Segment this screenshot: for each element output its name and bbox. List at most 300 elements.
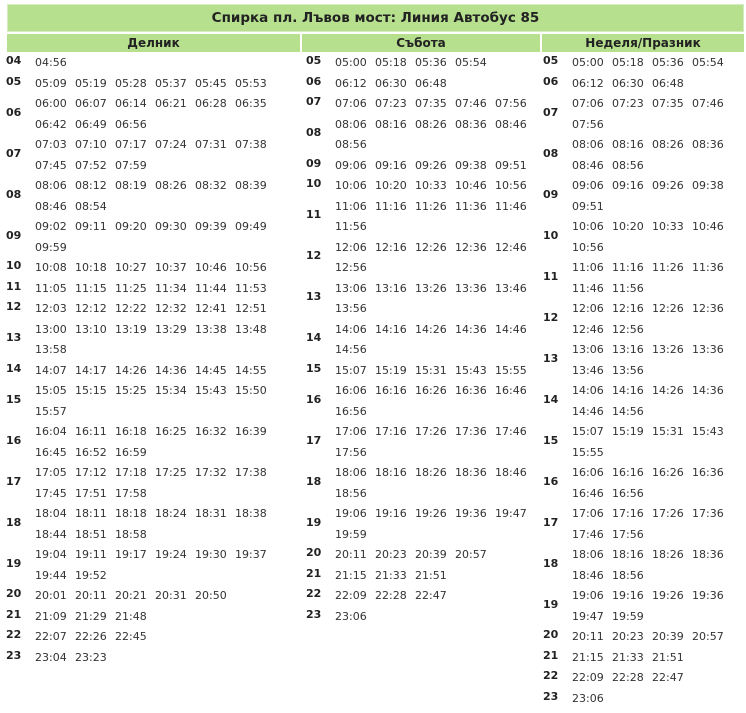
departure-time: 20:50 <box>195 589 227 602</box>
departure-time: 21:48 <box>115 609 147 623</box>
hour-label: 09 <box>543 187 559 201</box>
departure-time: 20:11 <box>75 589 107 602</box>
departure-time: 07:59 <box>115 158 147 172</box>
departure-time: 16:39 <box>235 425 267 438</box>
departure-time: 07:46 <box>692 97 724 110</box>
hour-row <box>543 382 732 423</box>
hour-row <box>6 423 275 464</box>
hour-label: 23 <box>543 689 559 703</box>
saturday-schedule <box>306 54 535 628</box>
hour-label: 07 <box>6 146 22 160</box>
departure-time: 19:30 <box>195 548 227 561</box>
departure-time: 07:35 <box>415 97 447 110</box>
departure-time: 07:46 <box>455 97 487 110</box>
departure-time: 19:47 <box>495 507 527 520</box>
departure-time: 22:45 <box>115 630 147 643</box>
hour-label: 18 <box>543 556 559 570</box>
departure-time: 21:33 <box>375 568 407 582</box>
hour-label: 09 <box>306 156 322 170</box>
departure-time: 18:36 <box>692 548 724 561</box>
departure-time: 16:11 <box>75 425 107 438</box>
departure-time: 16:56 <box>335 404 367 418</box>
column-header-sunday: Неделя/Празник <box>542 34 744 52</box>
departure-time: 06:30 <box>612 76 644 90</box>
hour-row <box>306 198 535 239</box>
hour-row <box>543 136 732 177</box>
departure-time: 15:43 <box>195 384 227 397</box>
departure-time: 08:46 <box>35 199 67 213</box>
departure-time: 09:16 <box>612 179 644 192</box>
hour-row <box>6 382 275 423</box>
departure-time: 11:46 <box>495 199 527 213</box>
departure-time: 18:46 <box>495 466 527 479</box>
departure-time: 12:41 <box>195 302 227 315</box>
hour-row <box>543 177 732 218</box>
departure-time: 21:09 <box>35 609 67 623</box>
departure-time: 15:55 <box>572 445 604 459</box>
hour-row <box>6 608 275 629</box>
departure-time: 14:56 <box>612 404 644 418</box>
departure-time: 15:31 <box>652 425 684 438</box>
hour-label: 06 <box>543 74 559 88</box>
hour-row <box>6 280 275 301</box>
departure-time: 18:18 <box>115 507 147 520</box>
departure-time: 13:36 <box>455 281 487 295</box>
hour-row <box>543 95 732 136</box>
departure-time: 09:38 <box>455 158 487 172</box>
departure-time: 13:38 <box>195 322 227 336</box>
hour-label: 16 <box>6 433 22 447</box>
hour-label: 13 <box>543 351 559 365</box>
departure-time: 10:06 <box>335 179 367 192</box>
departure-time: 06:48 <box>652 76 684 90</box>
departure-time: 19:36 <box>692 589 724 602</box>
hour-row <box>6 95 275 136</box>
departure-time: 13:58 <box>35 343 67 356</box>
departure-time: 22:09 <box>572 671 604 684</box>
departure-time: 09:06 <box>335 158 367 172</box>
hour-label: 09 <box>6 228 22 242</box>
departure-time: 17:06 <box>335 425 367 438</box>
departure-time: 05:19 <box>75 76 107 90</box>
departure-time: 07:45 <box>35 158 67 172</box>
departure-time: 19:04 <box>35 548 67 561</box>
departure-time: 14:36 <box>155 363 187 377</box>
hour-label: 19 <box>6 556 22 570</box>
hour-row <box>6 259 275 280</box>
departure-time: 10:33 <box>415 179 447 192</box>
hour-label: 06 <box>6 105 22 119</box>
departure-time: 10:20 <box>612 220 644 233</box>
hour-label: 17 <box>543 515 559 529</box>
hour-label: 12 <box>6 300 22 314</box>
departure-time: 08:56 <box>335 138 367 151</box>
hour-label: 21 <box>543 648 559 662</box>
departure-time: 06:49 <box>75 117 107 131</box>
departure-time: 17:32 <box>195 466 227 479</box>
departure-time: 11:53 <box>235 281 267 295</box>
departure-time: 18:56 <box>612 568 644 582</box>
departure-time: 13:10 <box>75 322 107 336</box>
hour-label: 15 <box>306 361 322 375</box>
departure-time: 08:19 <box>115 179 147 192</box>
hour-label: 19 <box>306 515 322 529</box>
departure-time: 11:25 <box>115 281 147 295</box>
hour-row <box>543 54 732 75</box>
departure-time: 07:38 <box>235 138 267 151</box>
departure-time: 21:15 <box>572 650 604 664</box>
departure-time: 08:06 <box>335 117 367 131</box>
departure-time: 13:48 <box>235 322 267 336</box>
hour-row <box>6 75 275 96</box>
departure-time: 12:26 <box>415 240 447 254</box>
departure-time: 20:23 <box>612 630 644 643</box>
departure-time: 16:45 <box>35 445 67 459</box>
departure-time: 12:36 <box>692 302 724 315</box>
departure-time: 06:42 <box>35 117 67 131</box>
hour-row <box>6 54 275 75</box>
departure-time: 05:18 <box>612 56 644 69</box>
departure-time: 09:11 <box>75 220 107 233</box>
hour-row <box>306 567 535 588</box>
hour-row <box>543 690 732 711</box>
departure-time: 15:19 <box>375 363 407 377</box>
departure-time: 20:31 <box>155 589 187 602</box>
hour-row <box>306 116 535 157</box>
hour-label: 08 <box>543 146 559 160</box>
departure-time: 22:28 <box>375 589 407 602</box>
departure-time: 09:51 <box>572 199 604 213</box>
hour-row <box>306 54 535 75</box>
departure-time: 18:04 <box>35 507 67 520</box>
hour-row <box>6 177 275 218</box>
departure-time: 13:06 <box>335 281 367 295</box>
departure-time: 15:19 <box>612 425 644 438</box>
departure-time: 16:26 <box>415 384 447 397</box>
departure-time: 21:33 <box>612 650 644 664</box>
departure-time: 09:16 <box>375 158 407 172</box>
departure-time: 17:58 <box>115 486 147 500</box>
departure-time: 04:56 <box>35 56 67 69</box>
departure-time: 16:36 <box>455 384 487 397</box>
hour-row <box>543 505 732 546</box>
departure-time: 18:11 <box>75 507 107 520</box>
hour-row <box>6 218 275 259</box>
departure-time: 15:43 <box>692 425 724 438</box>
departure-time: 08:54 <box>75 199 107 213</box>
departure-time: 13:26 <box>415 281 447 295</box>
hour-label: 22 <box>543 669 559 683</box>
hour-row <box>6 649 275 670</box>
departure-time: 14:55 <box>235 363 267 377</box>
hour-label: 20 <box>543 628 559 642</box>
departure-time: 18:26 <box>652 548 684 561</box>
departure-time: 12:46 <box>572 322 604 336</box>
hour-label: 22 <box>6 628 22 642</box>
departure-time: 06:07 <box>75 97 107 110</box>
hour-label: 16 <box>543 474 559 488</box>
departure-time: 16:46 <box>572 486 604 500</box>
departure-time: 18:58 <box>115 527 147 541</box>
departure-time: 07:31 <box>195 138 227 151</box>
departure-time: 15:07 <box>572 425 604 438</box>
departure-time: 12:12 <box>75 302 107 315</box>
departure-time: 13:56 <box>612 363 644 377</box>
departure-time: 18:36 <box>455 466 487 479</box>
departure-time: 17:36 <box>455 425 487 438</box>
departure-time: 20:39 <box>652 630 684 643</box>
departure-time: 14:17 <box>75 363 107 377</box>
departure-time: 16:16 <box>375 384 407 397</box>
hour-row <box>306 464 535 505</box>
departure-time: 06:21 <box>155 97 187 110</box>
departure-time: 13:16 <box>375 281 407 295</box>
departure-time: 08:56 <box>612 158 644 172</box>
departure-time: 09:59 <box>35 240 67 254</box>
departure-time: 06:28 <box>195 97 227 110</box>
departure-time: 12:26 <box>652 302 684 315</box>
departure-time: 17:12 <box>75 466 107 479</box>
hour-label: 10 <box>543 228 559 242</box>
departure-time: 05:00 <box>572 56 604 69</box>
departure-time: 07:56 <box>572 117 604 131</box>
departure-time: 16:26 <box>652 466 684 479</box>
departure-time: 15:50 <box>235 384 267 397</box>
departure-time: 14:45 <box>195 363 227 377</box>
weekday-schedule <box>6 54 275 669</box>
hour-row <box>543 546 732 587</box>
departure-time: 15:25 <box>115 384 147 397</box>
departure-time: 23:04 <box>35 650 67 664</box>
departure-time: 09:26 <box>415 158 447 172</box>
departure-time: 11:06 <box>572 261 604 274</box>
departure-time: 23:06 <box>335 609 367 623</box>
hour-label: 21 <box>306 566 322 580</box>
departure-time: 11:36 <box>692 261 724 274</box>
departure-time: 19:24 <box>155 548 187 561</box>
departure-time: 19:26 <box>415 507 447 520</box>
hour-row <box>306 321 535 362</box>
departure-time: 14:46 <box>495 322 527 336</box>
departure-time: 05:37 <box>155 76 187 90</box>
departure-time: 08:16 <box>612 138 644 151</box>
departure-time: 20:11 <box>572 630 604 643</box>
departure-time: 15:43 <box>455 363 487 377</box>
departure-time: 14:16 <box>375 322 407 336</box>
hour-label: 23 <box>306 607 322 621</box>
hour-row <box>543 423 732 464</box>
departure-time: 22:47 <box>415 589 447 602</box>
hour-label: 17 <box>306 433 322 447</box>
departure-time: 14:56 <box>335 343 367 356</box>
hour-row <box>306 382 535 423</box>
departure-time: 05:45 <box>195 76 227 90</box>
departure-time: 05:09 <box>35 76 67 90</box>
departure-time: 10:37 <box>155 261 187 274</box>
hour-label: 05 <box>6 74 22 88</box>
hour-row <box>6 136 275 177</box>
hour-label: 05 <box>543 54 559 68</box>
hour-row <box>6 362 275 383</box>
departure-time: 07:10 <box>75 138 107 151</box>
departure-time: 05:36 <box>415 56 447 69</box>
hour-row <box>306 75 535 96</box>
departure-time: 15:05 <box>35 384 67 397</box>
departure-time: 12:32 <box>155 302 187 315</box>
hour-row <box>306 608 535 629</box>
departure-time: 17:25 <box>155 466 187 479</box>
hour-row <box>543 587 732 628</box>
departure-time: 16:06 <box>335 384 367 397</box>
departure-time: 06:35 <box>235 97 267 110</box>
hour-row <box>543 218 732 259</box>
departure-time: 18:44 <box>35 527 67 541</box>
hour-label: 22 <box>306 587 322 601</box>
hour-label: 21 <box>6 607 22 621</box>
departure-time: 09:38 <box>692 179 724 192</box>
departure-time: 22:47 <box>652 671 684 684</box>
hour-row <box>306 280 535 321</box>
departure-time: 18:06 <box>572 548 604 561</box>
departure-time: 16:18 <box>115 425 147 438</box>
departure-time: 06:12 <box>335 76 367 90</box>
hour-row <box>306 177 535 198</box>
hour-label: 16 <box>306 392 322 406</box>
departure-time: 09:26 <box>652 179 684 192</box>
hour-row <box>6 628 275 649</box>
departure-time: 17:18 <box>115 466 147 479</box>
hour-label: 20 <box>6 587 22 601</box>
hour-row <box>543 75 732 96</box>
departure-time: 11:16 <box>612 261 644 274</box>
departure-time: 12:36 <box>455 240 487 254</box>
departure-time: 14:26 <box>415 322 447 336</box>
departure-time: 16:52 <box>75 445 107 459</box>
hour-row <box>6 300 275 321</box>
departure-time: 07:23 <box>375 97 407 110</box>
departure-time: 16:46 <box>495 384 527 397</box>
departure-time: 13:26 <box>652 343 684 356</box>
departure-time: 11:56 <box>335 220 367 233</box>
departure-time: 10:27 <box>115 261 147 274</box>
departure-time: 12:56 <box>335 261 367 274</box>
departure-time: 13:36 <box>692 343 724 356</box>
hour-label: 15 <box>543 433 559 447</box>
departure-time: 19:16 <box>375 507 407 520</box>
departure-time: 20:01 <box>35 589 67 602</box>
departure-time: 08:12 <box>75 179 107 192</box>
departure-time: 12:03 <box>35 302 67 315</box>
departure-time: 05:54 <box>455 56 487 69</box>
departure-time: 17:38 <box>235 466 267 479</box>
departure-time: 10:46 <box>455 179 487 192</box>
departure-time: 23:23 <box>75 650 107 664</box>
hour-row <box>6 321 275 362</box>
departure-time: 22:07 <box>35 630 67 643</box>
departure-time: 15:34 <box>155 384 187 397</box>
departure-time: 14:26 <box>115 363 147 377</box>
hour-row <box>543 669 732 690</box>
departure-time: 06:14 <box>115 97 147 110</box>
departure-time: 22:26 <box>75 630 107 643</box>
hour-label: 15 <box>6 392 22 406</box>
departure-time: 07:35 <box>652 97 684 110</box>
departure-time: 08:36 <box>692 138 724 151</box>
departure-time: 08:46 <box>572 158 604 172</box>
departure-time: 06:48 <box>415 76 447 90</box>
hour-label: 19 <box>543 597 559 611</box>
hour-label: 14 <box>6 361 22 375</box>
departure-time: 19:17 <box>115 548 147 561</box>
hour-label: 13 <box>6 331 22 344</box>
departure-time: 20:21 <box>115 589 147 602</box>
departure-time: 17:46 <box>572 527 604 541</box>
departure-time: 17:26 <box>415 425 447 438</box>
departure-time: 09:49 <box>235 220 267 233</box>
departure-time: 07:17 <box>115 138 147 151</box>
departure-time: 18:31 <box>195 507 227 520</box>
departure-time: 20:23 <box>375 548 407 561</box>
departure-time: 17:26 <box>652 507 684 520</box>
hour-row <box>306 239 535 280</box>
departure-time: 14:26 <box>652 384 684 397</box>
departure-time: 08:26 <box>652 138 684 151</box>
departure-time: 16:59 <box>115 445 147 459</box>
departure-time: 15:15 <box>75 384 107 397</box>
departure-time: 11:26 <box>652 261 684 274</box>
hour-row <box>543 649 732 670</box>
hour-row <box>6 546 275 587</box>
hour-row <box>306 423 535 464</box>
departure-time: 19:44 <box>35 568 67 582</box>
departure-time: 09:06 <box>572 179 604 192</box>
departure-time: 19:26 <box>652 589 684 602</box>
departure-time: 11:56 <box>612 281 644 295</box>
departure-time: 18:24 <box>155 507 187 520</box>
departure-time: 15:57 <box>35 404 67 418</box>
departure-time: 12:51 <box>235 302 267 315</box>
departure-time: 11:44 <box>195 281 227 295</box>
departure-time: 06:56 <box>115 117 147 131</box>
departure-time: 10:46 <box>692 220 724 233</box>
departure-time: 18:51 <box>75 527 107 541</box>
page-title: Спирка пл. Лъвов мост: Линия Автобус 85 <box>7 4 744 32</box>
departure-time: 18:38 <box>235 507 267 520</box>
departure-time: 09:20 <box>115 220 147 233</box>
departure-time: 12:16 <box>375 240 407 254</box>
departure-time: 11:36 <box>455 199 487 213</box>
hour-row <box>306 95 535 116</box>
hour-label: 14 <box>543 392 559 406</box>
departure-time: 12:06 <box>572 302 604 315</box>
departure-time: 16:56 <box>612 486 644 500</box>
hour-row <box>306 546 535 567</box>
departure-time: 11:05 <box>35 281 67 295</box>
hour-label: 12 <box>543 310 559 324</box>
departure-time: 20:57 <box>455 548 487 561</box>
departure-time: 13:06 <box>572 343 604 356</box>
departure-time: 19:59 <box>612 609 644 623</box>
departure-time: 17:16 <box>612 507 644 520</box>
departure-time: 10:56 <box>572 240 604 254</box>
departure-time: 09:02 <box>35 220 67 233</box>
hour-label: 23 <box>6 648 22 662</box>
hour-row <box>543 464 732 505</box>
departure-time: 20:11 <box>335 548 367 561</box>
departure-time: 14:07 <box>35 363 67 377</box>
departure-time: 13:16 <box>612 343 644 356</box>
departure-time: 22:09 <box>335 589 367 602</box>
